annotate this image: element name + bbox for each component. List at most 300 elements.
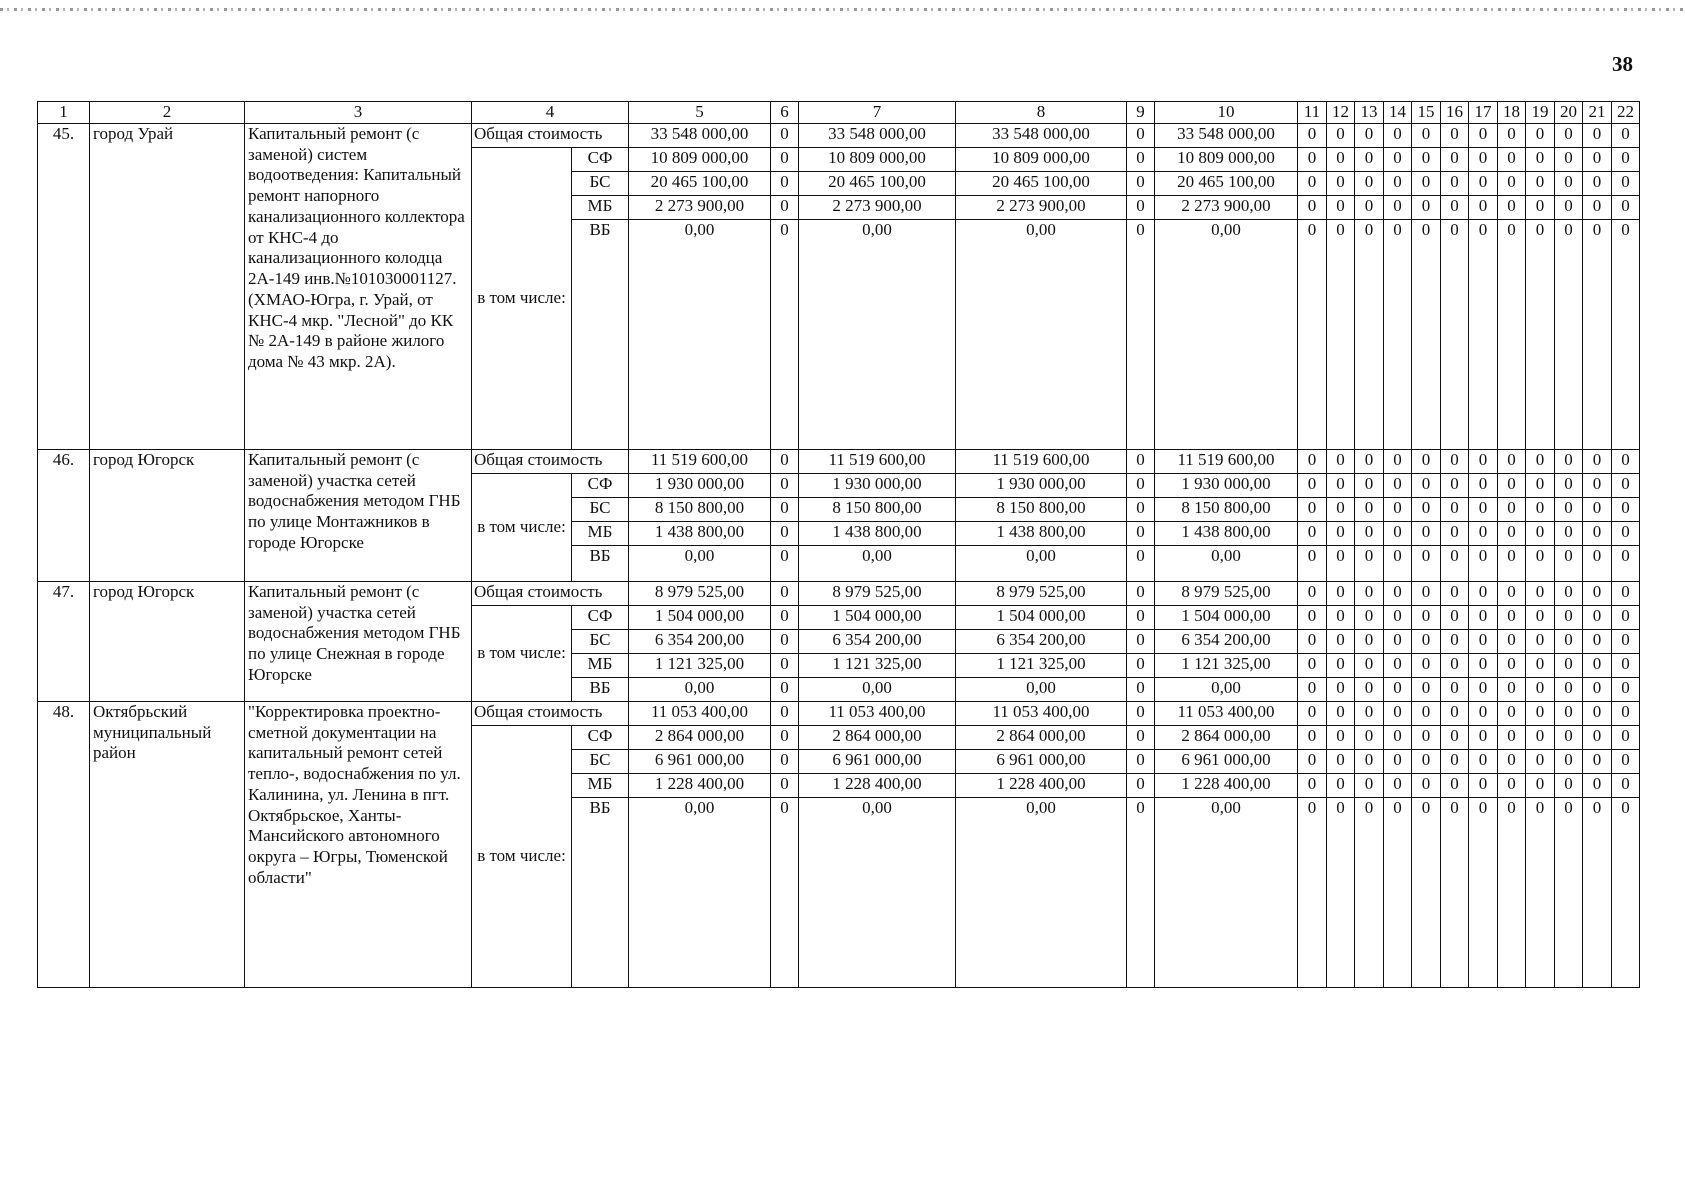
zero-cell-col14: 0 (1384, 654, 1412, 678)
zero-cell-col19: 0 (1526, 726, 1555, 750)
value-col10: 6 961 000,00 (1155, 750, 1298, 774)
including-label: в том числе: (472, 474, 572, 582)
zero-cell-col18: 0 (1498, 196, 1526, 220)
zero-cell-col15: 0 (1412, 196, 1441, 220)
zero-cell-col22: 0 (1612, 474, 1640, 498)
zero-cell-col21: 0 (1583, 582, 1612, 606)
zero-cell-col22: 0 (1612, 220, 1640, 450)
value-col9: 0 (1127, 726, 1155, 750)
zero-cell-col20: 0 (1555, 582, 1583, 606)
zero-cell-col17: 0 (1469, 474, 1498, 498)
zero-cell-col19: 0 (1526, 654, 1555, 678)
zero-cell-col16: 0 (1441, 196, 1469, 220)
zero-cell-col15: 0 (1412, 148, 1441, 172)
value-col6: 0 (771, 630, 799, 654)
zero-cell-col16: 0 (1441, 750, 1469, 774)
value-col8: 1 228 400,00 (956, 774, 1127, 798)
value-col9: 0 (1127, 774, 1155, 798)
value-col5: 33 548 000,00 (629, 124, 771, 148)
zero-cell-col21: 0 (1583, 498, 1612, 522)
value-col10: 2 273 900,00 (1155, 196, 1298, 220)
value-col5: 2 273 900,00 (629, 196, 771, 220)
value-col7: 10 809 000,00 (799, 148, 956, 172)
value-col9: 0 (1127, 172, 1155, 196)
zero-cell-col15: 0 (1412, 124, 1441, 148)
zero-cell-col20: 0 (1555, 654, 1583, 678)
zero-cell-col11: 0 (1298, 630, 1327, 654)
value-col7: 2 273 900,00 (799, 196, 956, 220)
zero-cell-col11: 0 (1298, 148, 1327, 172)
zero-cell-col19: 0 (1526, 498, 1555, 522)
zero-cell-col12: 0 (1327, 220, 1355, 450)
value-col10: 0,00 (1155, 220, 1298, 450)
value-col9: 0 (1127, 546, 1155, 582)
zero-cell-col19: 0 (1526, 702, 1555, 726)
table-row (38, 702, 1640, 726)
zero-cell-col21: 0 (1583, 678, 1612, 702)
zero-cell-col12: 0 (1327, 606, 1355, 630)
zero-cell-col22: 0 (1612, 750, 1640, 774)
zero-cell-col22: 0 (1612, 522, 1640, 546)
zero-cell-col19: 0 (1526, 774, 1555, 798)
value-col6: 0 (771, 124, 799, 148)
header-cell: 10 (1155, 102, 1298, 124)
value-col8: 20 465 100,00 (956, 172, 1127, 196)
value-col5: 20 465 100,00 (629, 172, 771, 196)
zero-cell-col22: 0 (1612, 726, 1640, 750)
zero-cell-col14: 0 (1384, 148, 1412, 172)
zero-cell-col21: 0 (1583, 702, 1612, 726)
zero-cell-col11: 0 (1298, 450, 1327, 474)
zero-cell-col14: 0 (1384, 582, 1412, 606)
zero-cell-col12: 0 (1327, 654, 1355, 678)
zero-cell-col17: 0 (1469, 654, 1498, 678)
zero-cell-col21: 0 (1583, 522, 1612, 546)
zero-cell-col21: 0 (1583, 546, 1612, 582)
funding-source: СФ (572, 726, 629, 750)
row-number: 45. (38, 124, 90, 450)
zero-cell-col15: 0 (1412, 678, 1441, 702)
header-cell: 7 (799, 102, 956, 124)
zero-cell-col22: 0 (1612, 702, 1640, 726)
zero-cell-col18: 0 (1498, 474, 1526, 498)
page-number: 38 (1612, 52, 1633, 76)
zero-cell-col18: 0 (1498, 582, 1526, 606)
zero-cell-col22: 0 (1612, 654, 1640, 678)
zero-cell-col16: 0 (1441, 172, 1469, 196)
zero-cell-col16: 0 (1441, 606, 1469, 630)
value-col7: 1 121 325,00 (799, 654, 956, 678)
project-description: Капитальный ремонт (с заменой) участка сетей водоснабжения методом ГНБ по улице Монтажников в городе Югорске (245, 450, 472, 582)
zero-cell-col13: 0 (1355, 702, 1384, 726)
zero-cell-col14: 0 (1384, 630, 1412, 654)
including-label: в том числе: (472, 148, 572, 450)
zero-cell-col12: 0 (1327, 630, 1355, 654)
value-col9: 0 (1127, 148, 1155, 172)
zero-cell-col17: 0 (1469, 148, 1498, 172)
zero-cell-col13: 0 (1355, 450, 1384, 474)
including-label: в том числе: (472, 606, 572, 702)
zero-cell-col13: 0 (1355, 774, 1384, 798)
value-col8: 1 504 000,00 (956, 606, 1127, 630)
budget-table (37, 101, 1640, 988)
value-col6: 0 (771, 546, 799, 582)
value-col10: 0,00 (1155, 798, 1298, 988)
zero-cell-col14: 0 (1384, 450, 1412, 474)
value-col6: 0 (771, 774, 799, 798)
value-col6: 0 (771, 450, 799, 474)
funding-source: МБ (572, 522, 629, 546)
zero-cell-col15: 0 (1412, 220, 1441, 450)
zero-cell-col21: 0 (1583, 654, 1612, 678)
value-col9: 0 (1127, 750, 1155, 774)
value-col10: 1 438 800,00 (1155, 522, 1298, 546)
zero-cell-col12: 0 (1327, 172, 1355, 196)
value-col7: 6 961 000,00 (799, 750, 956, 774)
zero-cell-col15: 0 (1412, 654, 1441, 678)
value-col6: 0 (771, 498, 799, 522)
zero-cell-col15: 0 (1412, 474, 1441, 498)
value-col9: 0 (1127, 522, 1155, 546)
zero-cell-col21: 0 (1583, 450, 1612, 474)
total-cost-label: Общая стоимость (472, 582, 629, 606)
including-label: в том числе: (472, 726, 572, 988)
header-cell: 9 (1127, 102, 1155, 124)
zero-cell-col16: 0 (1441, 582, 1469, 606)
value-col8: 11 519 600,00 (956, 450, 1127, 474)
zero-cell-col20: 0 (1555, 124, 1583, 148)
header-cell: 20 (1555, 102, 1583, 124)
value-col9: 0 (1127, 498, 1155, 522)
value-col6: 0 (771, 522, 799, 546)
value-col7: 8 150 800,00 (799, 498, 956, 522)
project-description: Капитальный ремонт (с заменой) участка сетей водоснабжения методом ГНБ по улице Снежная в городе Югорске (245, 582, 472, 702)
value-col7: 0,00 (799, 220, 956, 450)
zero-cell-col11: 0 (1298, 798, 1327, 988)
zero-cell-col16: 0 (1441, 678, 1469, 702)
zero-cell-col18: 0 (1498, 798, 1526, 988)
value-col5: 0,00 (629, 678, 771, 702)
value-col6: 0 (771, 702, 799, 726)
zero-cell-col19: 0 (1526, 148, 1555, 172)
zero-cell-col20: 0 (1555, 798, 1583, 988)
zero-cell-col17: 0 (1469, 220, 1498, 450)
zero-cell-col11: 0 (1298, 474, 1327, 498)
zero-cell-col16: 0 (1441, 450, 1469, 474)
zero-cell-col14: 0 (1384, 774, 1412, 798)
zero-cell-col16: 0 (1441, 522, 1469, 546)
zero-cell-col22: 0 (1612, 678, 1640, 702)
value-col7: 1 228 400,00 (799, 774, 956, 798)
zero-cell-col20: 0 (1555, 546, 1583, 582)
table-row (38, 124, 1640, 148)
value-col9: 0 (1127, 124, 1155, 148)
zero-cell-col20: 0 (1555, 148, 1583, 172)
zero-cell-col13: 0 (1355, 750, 1384, 774)
funding-source: БС (572, 498, 629, 522)
zero-cell-col21: 0 (1583, 630, 1612, 654)
header-cell: 12 (1327, 102, 1355, 124)
header-cell: 15 (1412, 102, 1441, 124)
zero-cell-col13: 0 (1355, 630, 1384, 654)
value-col10: 2 864 000,00 (1155, 726, 1298, 750)
value-col10: 1 228 400,00 (1155, 774, 1298, 798)
header-cell: 4 (472, 102, 629, 124)
zero-cell-col12: 0 (1327, 726, 1355, 750)
value-col9: 0 (1127, 582, 1155, 606)
zero-cell-col13: 0 (1355, 678, 1384, 702)
zero-cell-col20: 0 (1555, 702, 1583, 726)
zero-cell-col12: 0 (1327, 750, 1355, 774)
header-cell: 19 (1526, 102, 1555, 124)
zero-cell-col14: 0 (1384, 546, 1412, 582)
zero-cell-col16: 0 (1441, 148, 1469, 172)
value-col5: 2 864 000,00 (629, 726, 771, 750)
zero-cell-col11: 0 (1298, 654, 1327, 678)
zero-cell-col15: 0 (1412, 450, 1441, 474)
zero-cell-col16: 0 (1441, 702, 1469, 726)
zero-cell-col17: 0 (1469, 450, 1498, 474)
zero-cell-col22: 0 (1612, 172, 1640, 196)
zero-cell-col12: 0 (1327, 522, 1355, 546)
zero-cell-col20: 0 (1555, 606, 1583, 630)
value-col8: 0,00 (956, 798, 1127, 988)
value-col8: 8 150 800,00 (956, 498, 1127, 522)
zero-cell-col14: 0 (1384, 750, 1412, 774)
value-col10: 11 519 600,00 (1155, 450, 1298, 474)
value-col6: 0 (771, 606, 799, 630)
zero-cell-col14: 0 (1384, 678, 1412, 702)
zero-cell-col17: 0 (1469, 774, 1498, 798)
zero-cell-col11: 0 (1298, 522, 1327, 546)
value-col5: 1 228 400,00 (629, 774, 771, 798)
zero-cell-col13: 0 (1355, 798, 1384, 988)
zero-cell-col20: 0 (1555, 726, 1583, 750)
funding-source: ВБ (572, 546, 629, 582)
zero-cell-col19: 0 (1526, 678, 1555, 702)
value-col5: 1 121 325,00 (629, 654, 771, 678)
zero-cell-col11: 0 (1298, 220, 1327, 450)
zero-cell-col12: 0 (1327, 196, 1355, 220)
value-col7: 11 053 400,00 (799, 702, 956, 726)
value-col9: 0 (1127, 220, 1155, 450)
zero-cell-col12: 0 (1327, 678, 1355, 702)
funding-source: МБ (572, 196, 629, 220)
zero-cell-col11: 0 (1298, 196, 1327, 220)
zero-cell-col16: 0 (1441, 220, 1469, 450)
zero-cell-col12: 0 (1327, 774, 1355, 798)
zero-cell-col19: 0 (1526, 798, 1555, 988)
zero-cell-col17: 0 (1469, 124, 1498, 148)
zero-cell-col17: 0 (1469, 726, 1498, 750)
zero-cell-col21: 0 (1583, 798, 1612, 988)
zero-cell-col15: 0 (1412, 606, 1441, 630)
zero-cell-col20: 0 (1555, 172, 1583, 196)
value-col9: 0 (1127, 630, 1155, 654)
zero-cell-col20: 0 (1555, 498, 1583, 522)
value-col7: 0,00 (799, 546, 956, 582)
zero-cell-col11: 0 (1298, 546, 1327, 582)
zero-cell-col18: 0 (1498, 522, 1526, 546)
value-col7: 1 930 000,00 (799, 474, 956, 498)
value-col10: 20 465 100,00 (1155, 172, 1298, 196)
zero-cell-col14: 0 (1384, 798, 1412, 988)
zero-cell-col18: 0 (1498, 702, 1526, 726)
zero-cell-col17: 0 (1469, 606, 1498, 630)
zero-cell-col22: 0 (1612, 546, 1640, 582)
value-col5: 6 354 200,00 (629, 630, 771, 654)
zero-cell-col19: 0 (1526, 582, 1555, 606)
zero-cell-col22: 0 (1612, 774, 1640, 798)
zero-cell-col11: 0 (1298, 498, 1327, 522)
zero-cell-col11: 0 (1298, 172, 1327, 196)
value-col6: 0 (771, 750, 799, 774)
zero-cell-col13: 0 (1355, 148, 1384, 172)
zero-cell-col14: 0 (1384, 498, 1412, 522)
funding-source: МБ (572, 774, 629, 798)
value-col7: 0,00 (799, 678, 956, 702)
total-cost-label: Общая стоимость (472, 450, 629, 474)
row-number: 48. (38, 702, 90, 988)
value-col9: 0 (1127, 654, 1155, 678)
table-row (38, 582, 1640, 606)
zero-cell-col15: 0 (1412, 726, 1441, 750)
value-col7: 20 465 100,00 (799, 172, 956, 196)
zero-cell-col19: 0 (1526, 630, 1555, 654)
zero-cell-col21: 0 (1583, 606, 1612, 630)
value-col7: 1 438 800,00 (799, 522, 956, 546)
value-col8: 6 961 000,00 (956, 750, 1127, 774)
zero-cell-col14: 0 (1384, 196, 1412, 220)
value-col7: 0,00 (799, 798, 956, 988)
zero-cell-col19: 0 (1526, 450, 1555, 474)
value-col8: 8 979 525,00 (956, 582, 1127, 606)
zero-cell-col19: 0 (1526, 220, 1555, 450)
zero-cell-col15: 0 (1412, 750, 1441, 774)
value-col5: 10 809 000,00 (629, 148, 771, 172)
value-col6: 0 (771, 474, 799, 498)
value-col5: 1 504 000,00 (629, 606, 771, 630)
zero-cell-col14: 0 (1384, 726, 1412, 750)
zero-cell-col21: 0 (1583, 774, 1612, 798)
value-col5: 8 150 800,00 (629, 498, 771, 522)
zero-cell-col13: 0 (1355, 654, 1384, 678)
zero-cell-col18: 0 (1498, 148, 1526, 172)
funding-source: СФ (572, 148, 629, 172)
zero-cell-col11: 0 (1298, 606, 1327, 630)
zero-cell-col20: 0 (1555, 196, 1583, 220)
value-col6: 0 (771, 678, 799, 702)
zero-cell-col18: 0 (1498, 750, 1526, 774)
value-col9: 0 (1127, 196, 1155, 220)
value-col10: 1 930 000,00 (1155, 474, 1298, 498)
header-cell: 22 (1612, 102, 1640, 124)
value-col10: 0,00 (1155, 546, 1298, 582)
zero-cell-col15: 0 (1412, 630, 1441, 654)
zero-cell-col18: 0 (1498, 220, 1526, 450)
value-col7: 11 519 600,00 (799, 450, 956, 474)
zero-cell-col20: 0 (1555, 522, 1583, 546)
zero-cell-col15: 0 (1412, 702, 1441, 726)
zero-cell-col18: 0 (1498, 630, 1526, 654)
header-cell: 3 (245, 102, 472, 124)
header-cell: 1 (38, 102, 90, 124)
zero-cell-col12: 0 (1327, 148, 1355, 172)
zero-cell-col19: 0 (1526, 172, 1555, 196)
zero-cell-col22: 0 (1612, 124, 1640, 148)
value-col10: 0,00 (1155, 678, 1298, 702)
zero-cell-col21: 0 (1583, 474, 1612, 498)
zero-cell-col20: 0 (1555, 750, 1583, 774)
funding-source: СФ (572, 606, 629, 630)
value-col6: 0 (771, 726, 799, 750)
value-col8: 11 053 400,00 (956, 702, 1127, 726)
zero-cell-col21: 0 (1583, 124, 1612, 148)
zero-cell-col15: 0 (1412, 546, 1441, 582)
funding-source: БС (572, 750, 629, 774)
value-col10: 1 121 325,00 (1155, 654, 1298, 678)
value-col7: 33 548 000,00 (799, 124, 956, 148)
zero-cell-col15: 0 (1412, 498, 1441, 522)
zero-cell-col17: 0 (1469, 546, 1498, 582)
zero-cell-col20: 0 (1555, 220, 1583, 450)
zero-cell-col21: 0 (1583, 750, 1612, 774)
funding-source: ВБ (572, 798, 629, 988)
zero-cell-col14: 0 (1384, 124, 1412, 148)
row-number: 46. (38, 450, 90, 582)
zero-cell-col14: 0 (1384, 702, 1412, 726)
zero-cell-col16: 0 (1441, 474, 1469, 498)
zero-cell-col19: 0 (1526, 606, 1555, 630)
value-col8: 2 864 000,00 (956, 726, 1127, 750)
value-col6: 0 (771, 196, 799, 220)
zero-cell-col15: 0 (1412, 172, 1441, 196)
value-col10: 8 979 525,00 (1155, 582, 1298, 606)
zero-cell-col12: 0 (1327, 124, 1355, 148)
total-cost-label: Общая стоимость (472, 702, 629, 726)
value-col6: 0 (771, 582, 799, 606)
zero-cell-col12: 0 (1327, 450, 1355, 474)
zero-cell-col22: 0 (1612, 798, 1640, 988)
zero-cell-col18: 0 (1498, 124, 1526, 148)
zero-cell-col14: 0 (1384, 172, 1412, 196)
value-col9: 0 (1127, 606, 1155, 630)
value-col6: 0 (771, 654, 799, 678)
zero-cell-col12: 0 (1327, 798, 1355, 988)
value-col10: 6 354 200,00 (1155, 630, 1298, 654)
funding-source: МБ (572, 654, 629, 678)
zero-cell-col19: 0 (1526, 474, 1555, 498)
zero-cell-col18: 0 (1498, 546, 1526, 582)
header-cell: 6 (771, 102, 799, 124)
zero-cell-col22: 0 (1612, 450, 1640, 474)
zero-cell-col14: 0 (1384, 522, 1412, 546)
zero-cell-col16: 0 (1441, 726, 1469, 750)
zero-cell-col17: 0 (1469, 678, 1498, 702)
value-col7: 2 864 000,00 (799, 726, 956, 750)
zero-cell-col18: 0 (1498, 678, 1526, 702)
zero-cell-col22: 0 (1612, 498, 1640, 522)
value-col8: 10 809 000,00 (956, 148, 1127, 172)
municipality: город Югорск (90, 450, 245, 582)
zero-cell-col11: 0 (1298, 582, 1327, 606)
value-col7: 1 504 000,00 (799, 606, 956, 630)
value-col6: 0 (771, 172, 799, 196)
zero-cell-col19: 0 (1526, 522, 1555, 546)
municipality: город Югорск (90, 582, 245, 702)
value-col6: 0 (771, 148, 799, 172)
value-col9: 0 (1127, 450, 1155, 474)
